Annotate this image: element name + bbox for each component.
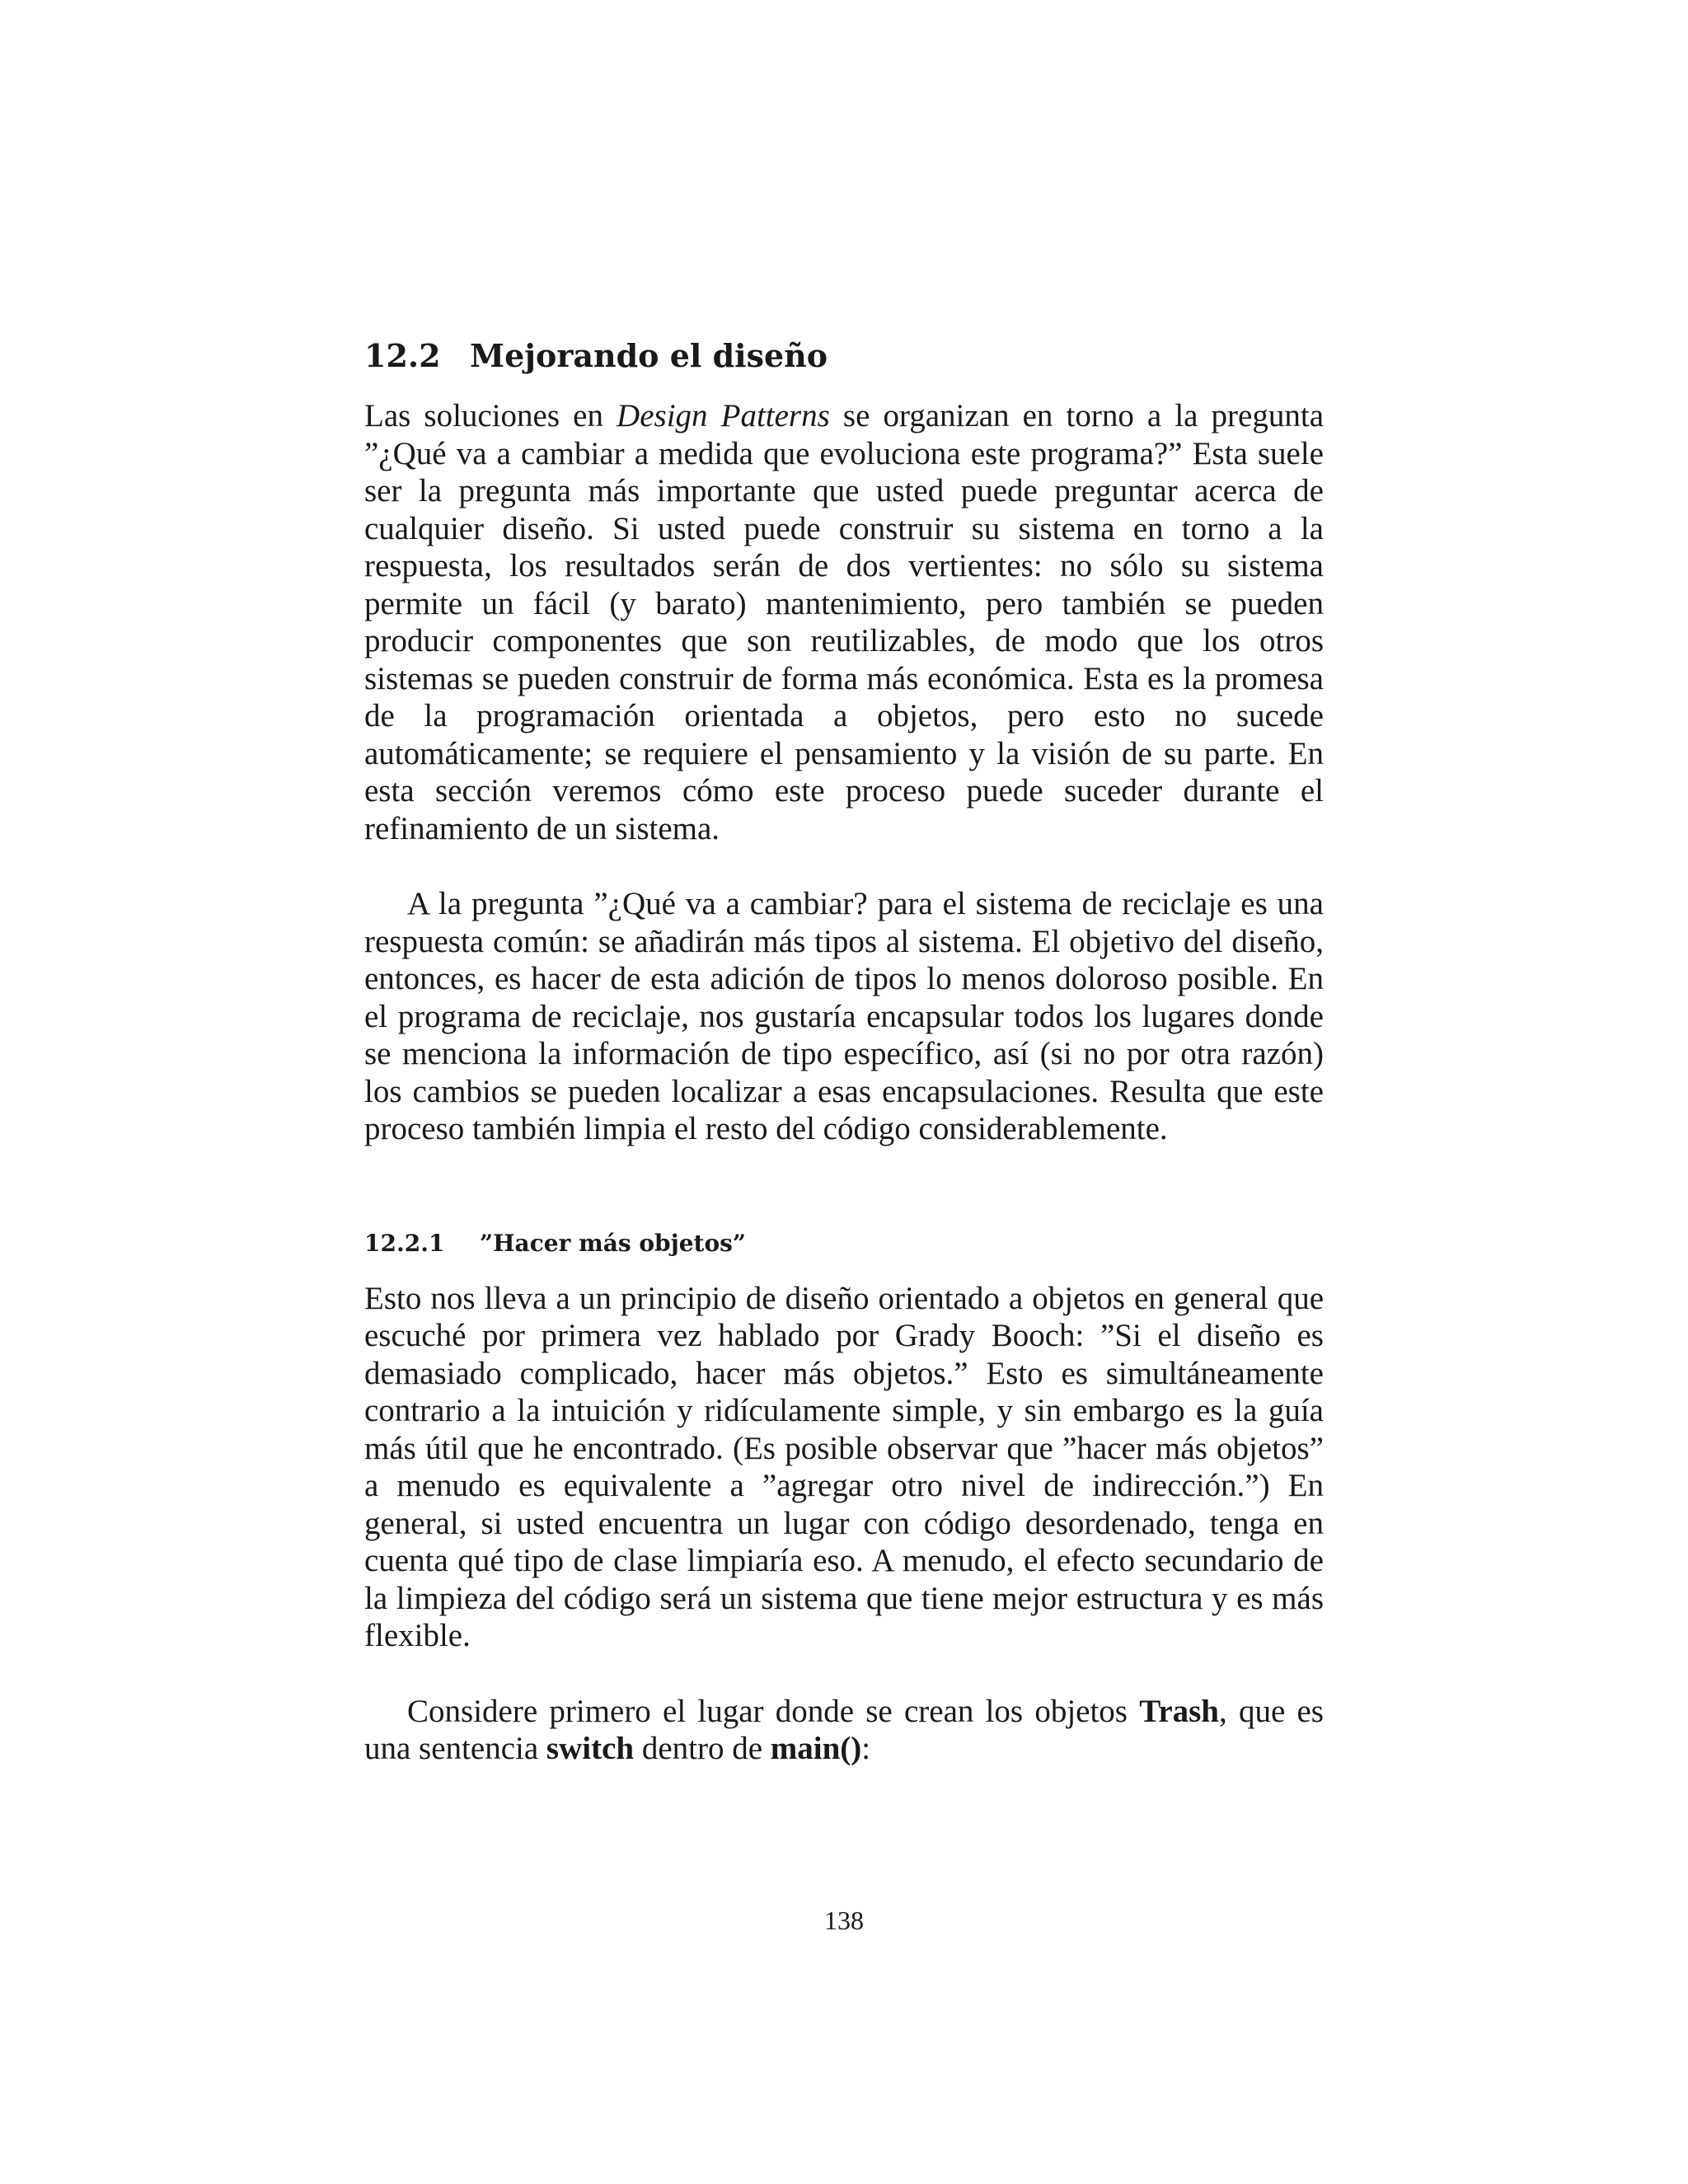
subsection-number: 12.2.1 [364,1229,445,1257]
paragraph-4 [364,1693,1324,1768]
section-number: 12.2 [364,337,441,374]
subsection-heading [364,1227,1324,1260]
code-term-switch: switch [546,1731,635,1766]
subsection-title: ”Hacer más objetos” [480,1229,747,1257]
paragraph-1 [364,397,1324,847]
paragraph-1-text-b: se organizan en torno a la pregunta ”¿Qué va a cambiar a medida que evoluciona este programa?” Esta suele ser la pregunta más importante que usted puede preguntar acerca de cualquier diseño. Si usted puede construir su sistema en torno a la respuesta, los resultados serán de dos vertientes: no sólo su sistema permite un fácil (y barato) mantenimiento, pero también se pueden producir componentes que son reutilizables, de modo que los otros sistemas se pueden construir de forma más económica. Esta es la promesa de la programación orientada a objetos, pero esto no sucede automáticamente; se requiere el pensamiento y la visión de su parte. En esta sección veremos cómo este proceso puede suceder durante el refinamiento de un sistema. [364,398,1325,846]
paragraph-4-text-4: : [861,1731,871,1766]
section-heading [364,336,1324,376]
paragraph-2: A la pregunta ”¿Qué va a cambiar? para el sistema de reciclaje es una respuesta común: se añadirán más tipos al sistema. El objetivo del diseño, entonces, es hacer de esta adición de tipos lo menos doloroso posible. En el programa de reciclaje, nos gustaría encapsular todos los lugares donde se menciona la información de tipo específico, así (si no por otra razón) los cambios se pueden localizar a esas encapsulaciones. Resulta que este proceso también limpia el resto del código considerablemente. [364,886,1324,1146]
section-title: Mejorando el diseño [470,337,828,374]
paragraph-3: Esto nos lleva a un principio de diseño orientado a objetos en general que escuché por primera vez hablado por Grady Booch: ”Si el diseño es demasiado complicado, hacer más objetos.” Esto es simultáneamente contrario a la intuición y ridículamente simple, y sin embargo es la guía más útil que he encontrado. (Es posible observar que ”hacer más objetos” a menudo es equivalente a ”agregar otro nivel de indirección.”) En general, si usted encuentra un lugar con código desordenado, tenga en cuenta qué tipo de clase limpiaría eso. A menudo, el efecto secundario de la limpieza del código será un sistema que tiene mejor estructura y es más flexible. [364,1280,1324,1653]
page-number: 138 [824,1905,864,1935]
paragraph-1-book-title: Design Patterns [617,398,830,434]
page-body [364,336,1324,1768]
code-term-trash: Trash [1139,1693,1219,1729]
paragraph-4-text-3: dentro de [634,1731,771,1766]
paragraph-1-text-a: Las soluciones en [364,398,617,434]
paragraph-4-text-1: Considere primero el lugar donde se crean los objetos [407,1693,1140,1729]
paragraph-4-text-2: , que es una sentencia [364,1693,1324,1766]
code-term-main: main() [770,1731,862,1766]
